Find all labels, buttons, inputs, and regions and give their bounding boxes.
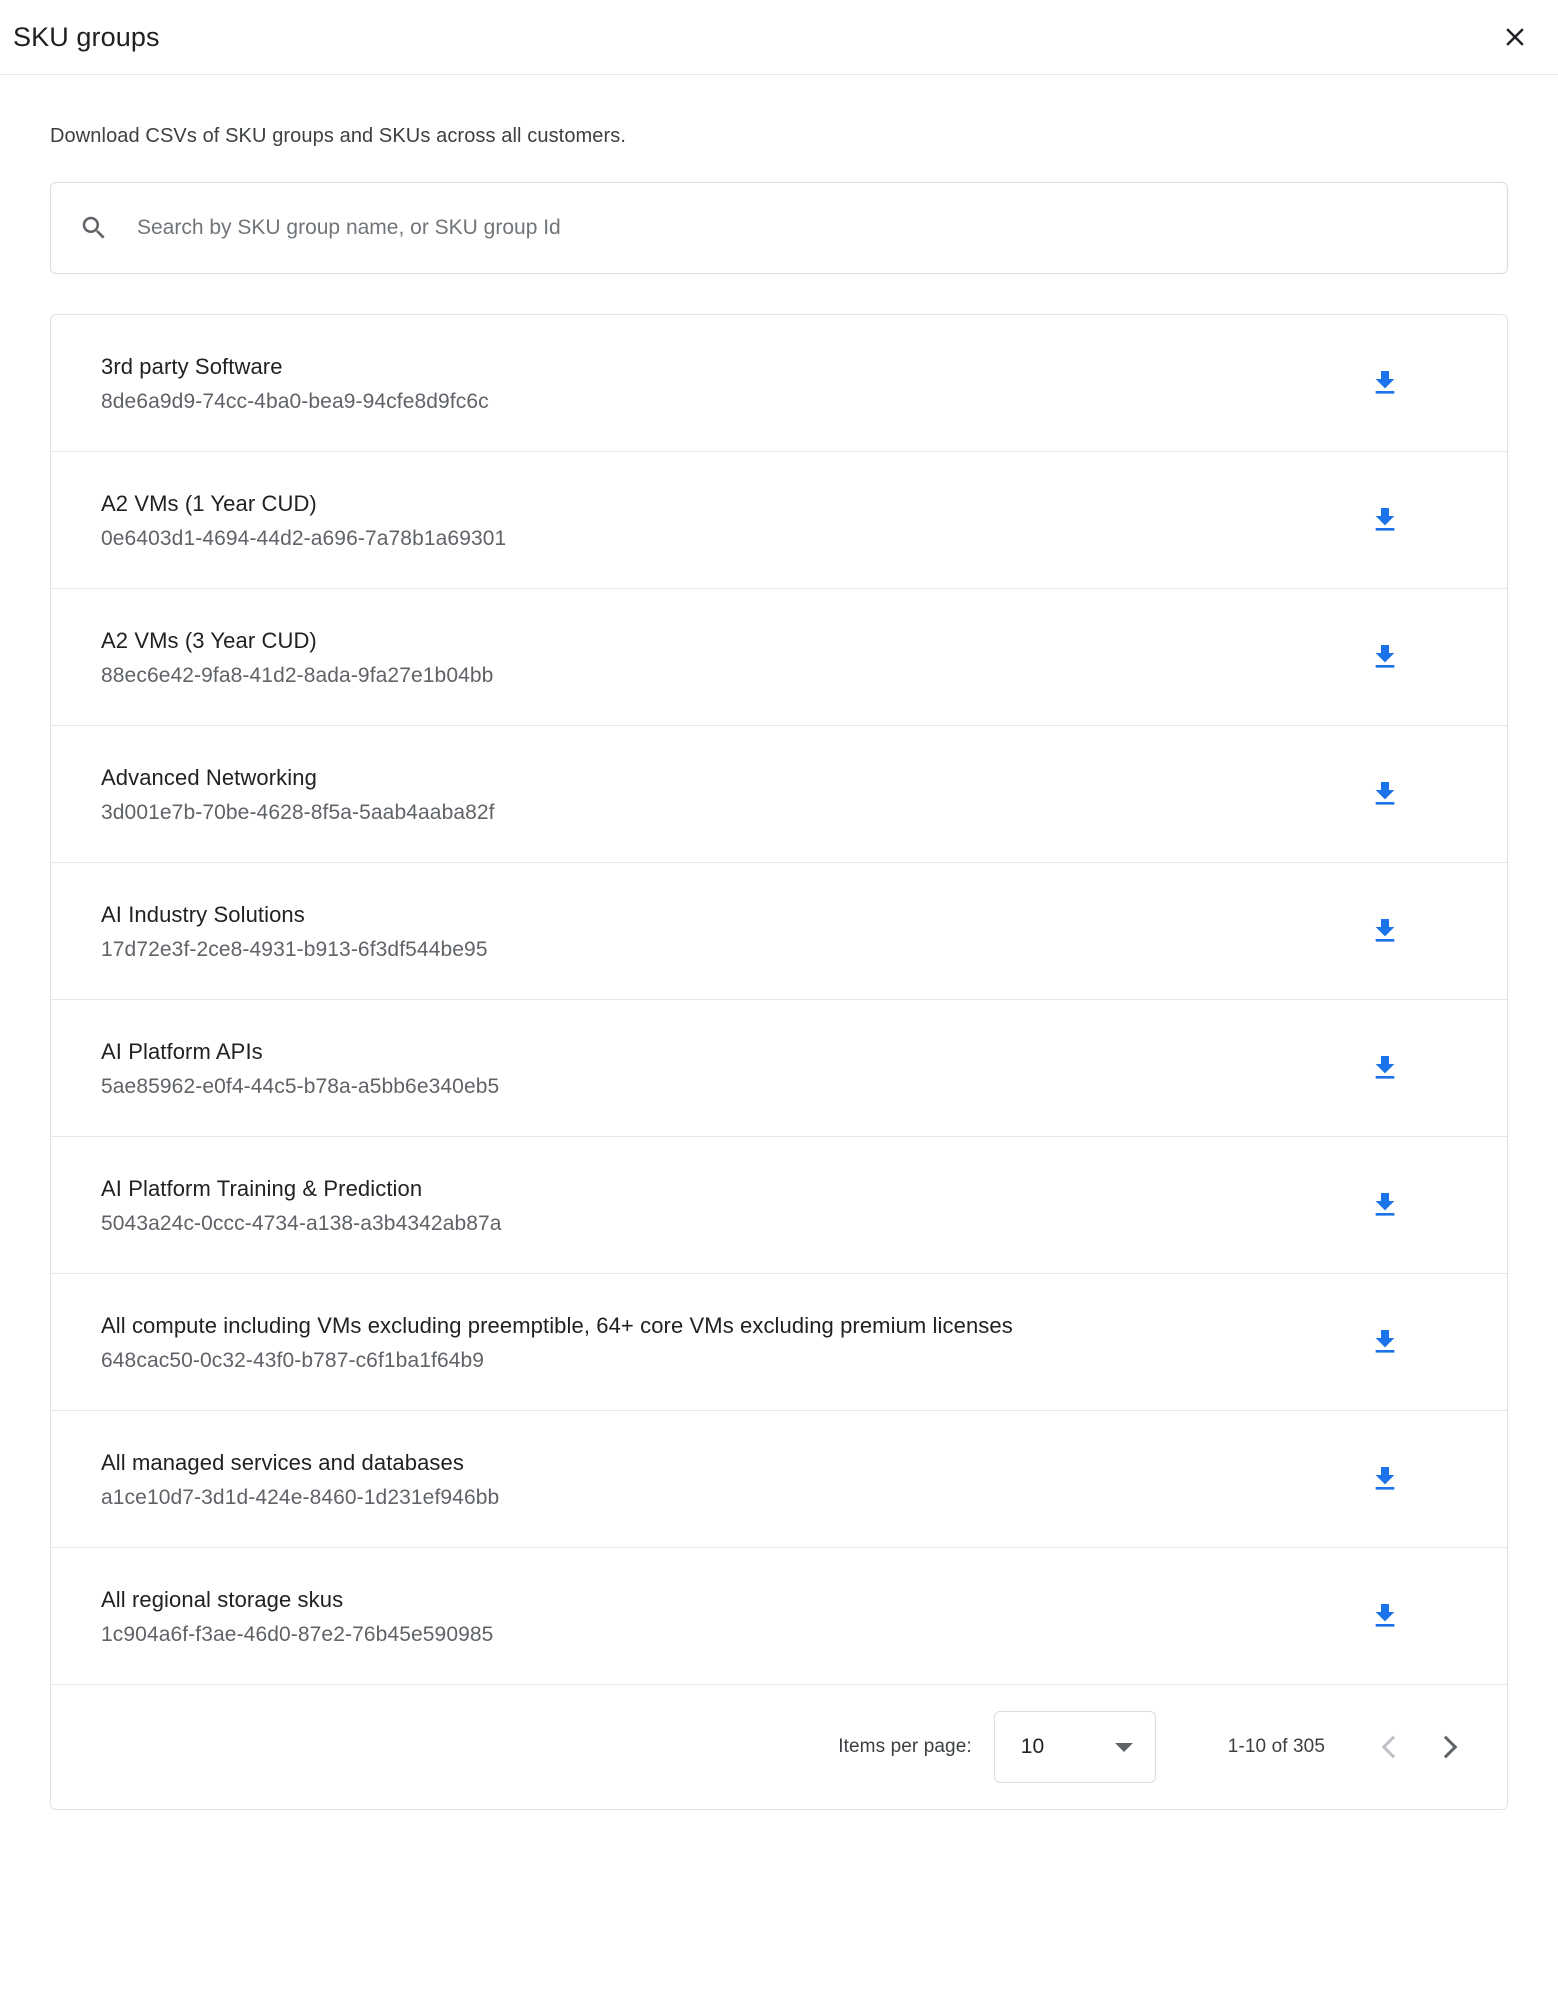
chevron-down-icon [1115,1743,1133,1752]
download-button[interactable] [1355,901,1415,961]
download-button[interactable] [1355,1038,1415,1098]
page-size-select[interactable] [994,1711,1156,1783]
sku-group-name: AI Platform APIs [101,1038,263,1064]
download-icon [1369,1052,1401,1084]
download-button[interactable] [1355,490,1415,550]
row-text [101,489,506,551]
sku-group-name: A2 VMs (1 Year CUD) [101,490,317,516]
download-icon [1369,641,1401,673]
download-icon [1369,1326,1401,1358]
download-icon [1369,1189,1401,1221]
row-text [101,1174,502,1236]
table-row[interactable] [51,863,1507,1000]
table-row[interactable] [51,1411,1507,1548]
close-icon [1500,22,1530,52]
sku-group-id: 648cac50-0c32-43f0-b787-c6f1ba1f64b9 [101,1349,485,1373]
row-text [101,352,489,414]
table-row[interactable] [51,1548,1507,1685]
download-icon [1369,915,1401,947]
chevron-right-icon [1434,1736,1457,1759]
table-row[interactable] [51,589,1507,726]
download-button[interactable] [1355,1312,1415,1372]
sku-group-id: 8de6a9d9-74cc-4ba0-bea9-94cfe8d9fc6c [101,390,489,414]
search-bar[interactable] [50,182,1508,274]
sku-group-id: 0e6403d1-4694-44d2-a696-7a78b1a69301 [101,527,507,551]
sku-group-id: 1c904a6f-f3ae-46d0-87e2-76b45e590985 [101,1623,494,1647]
sku-group-id: 3d001e7b-70be-4628-8f5a-5aab4aaba82f [101,801,495,825]
sku-group-id: a1ce10d7-3d1d-424e-8460-1d231ef946bb [101,1486,500,1510]
row-text [101,763,495,825]
download-button[interactable] [1355,1175,1415,1235]
paginator [51,1685,1507,1809]
sku-group-name: A2 VMs (3 Year CUD) [101,627,317,653]
dialog-header [0,0,1558,75]
row-text [101,900,488,962]
row-text [101,1585,493,1647]
page-size-value: 10 [1020,1735,1045,1758]
dialog-description: Download CSVs of SKU groups and SKUs across all customers. [50,125,627,147]
download-icon [1369,504,1401,536]
sku-group-id: 5ae85962-e0f4-44c5-b78a-a5bb6e340eb5 [101,1075,500,1099]
sku-group-name: AI Platform Training & Prediction [101,1175,423,1201]
dialog-body [0,125,1558,1810]
page-title: SKU groups [13,21,160,52]
download-button[interactable] [1355,353,1415,413]
table-row[interactable] [51,1000,1507,1137]
download-button[interactable] [1355,1586,1415,1646]
download-icon [1369,367,1401,399]
table-row[interactable] [51,452,1507,589]
download-button[interactable] [1355,1449,1415,1509]
row-text [101,1037,499,1099]
range-label: 1-10 of 305 [1227,1736,1325,1757]
next-page-button[interactable] [1419,1718,1477,1776]
table-row[interactable] [51,1274,1507,1411]
search-input[interactable] [135,215,1481,241]
download-icon [1369,778,1401,810]
sku-group-name: All regional storage skus [101,1586,344,1612]
row-text [101,1311,1013,1373]
previous-page-button[interactable] [1361,1718,1419,1776]
close-button[interactable] [1494,16,1536,58]
sku-group-name: All compute including VMs excluding preemptible, 64+ core VMs excluding premium licenses [101,1312,1013,1338]
table-row[interactable] [51,1137,1507,1274]
table-row[interactable] [51,726,1507,863]
search-icon [77,211,111,245]
sku-group-name: AI Industry Solutions [101,901,305,927]
sku-group-id: 17d72e3f-2ce8-4931-b913-6f3df544be95 [101,938,488,962]
chevron-left-icon [1381,1736,1404,1759]
download-icon [1369,1463,1401,1495]
row-text [101,1448,499,1510]
sku-group-list [50,314,1508,1810]
sku-group-id: 88ec6e42-9fa8-41d2-8ada-9fa27e1b04bb [101,664,494,688]
download-button[interactable] [1355,764,1415,824]
sku-group-name: Advanced Networking [101,764,317,790]
sku-group-id: 5043a24c-0ccc-4734-a138-a3b4342ab87a [101,1212,502,1236]
items-per-page-label: Items per page: [838,1736,972,1757]
sku-group-name: 3rd party Software [101,353,283,379]
download-icon [1369,1600,1401,1632]
sku-group-name: All managed services and databases [101,1449,464,1475]
download-button[interactable] [1355,627,1415,687]
row-text [101,626,493,688]
table-row[interactable] [51,315,1507,452]
